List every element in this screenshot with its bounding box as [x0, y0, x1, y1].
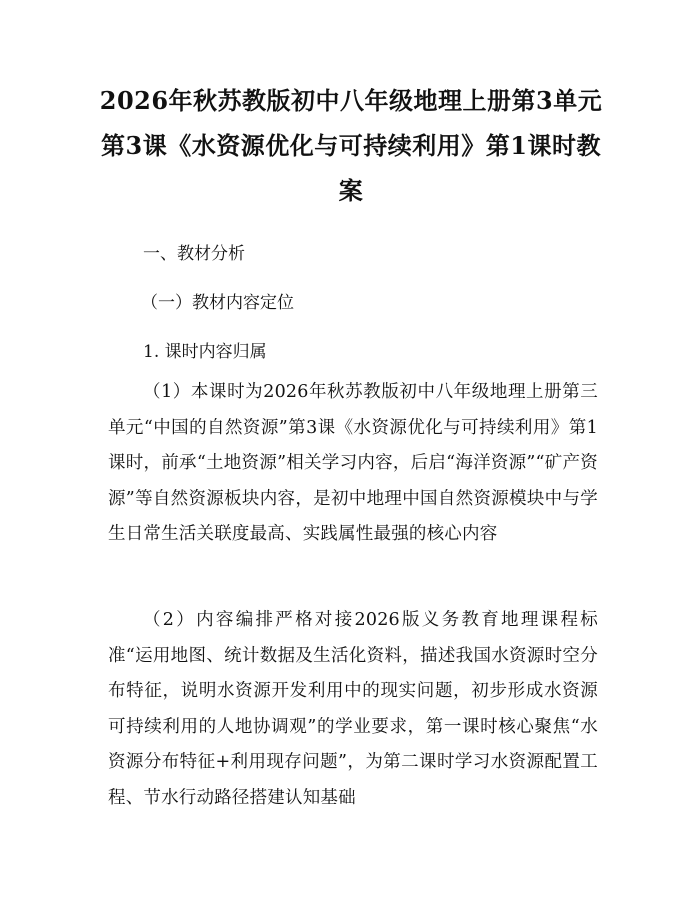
section-heading: 一、教材分析	[143, 244, 245, 264]
subsection-heading: （一）教材内容定位	[141, 293, 294, 313]
paragraph-2: （2）内容编排严格对接2026版义务教育地理课程标准“运用地图、统计数据及生活化资料，描述我国水资源时空分布特征，说明水资源开发利用中的现实问题，初步形成水资源可持续利用的人地协调观”的学业要求，第一课时核心聚焦“水资源分布特征+利用现存问题”，为第二课时学习水资源配置工程、节水行动路径搭建认知基础	[108, 610, 598, 808]
item-heading: 1. 课时内容归属	[143, 342, 267, 362]
document-title: 2026年秋苏教版初中八年级地理上册第3单元第3课《水资源优化与可持续利用》第1课时教案	[99, 86, 603, 205]
paragraph-1: （1）本课时为2026年秋苏教版初中八年级地理上册第三单元“中国的自然资源”第3课《水资源优化与可持续利用》第1课时，前承“土地资源”相关学习内容，后启“海洋资源”“矿产资源”等自然资源板块内容，是初中地理中国自然资源模块中与学生日常生活关联度最高、实践属性最强的核心内容	[108, 382, 598, 544]
